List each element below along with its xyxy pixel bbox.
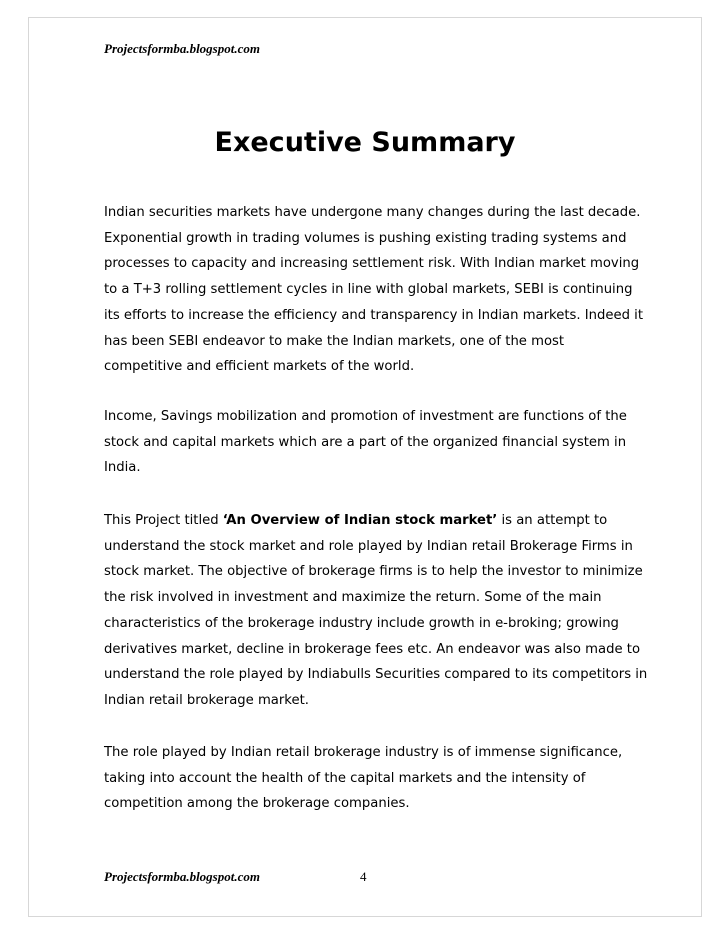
paragraph-line: its efforts to increase the efficiency and transparency in Indian markets. Indeed it xyxy=(104,307,643,323)
paragraph-1 xyxy=(104,200,643,380)
paragraph-line: the risk involved in investment and maximize the return. Some of the main xyxy=(104,590,602,606)
paragraph-line: taking into account the health of the capital markets and the intensity of xyxy=(104,770,586,786)
page-title: Executive Summary xyxy=(214,127,516,158)
page-footer: Projectsformba.blogspot.com xyxy=(104,869,260,884)
paragraph-line: Income, Savings mobilization and promotion of investment are functions of the xyxy=(104,409,627,424)
paragraph-line: has been SEBI endeavor to make the Indian markets, one of the most xyxy=(104,333,565,349)
paragraph-text: is an attempt to xyxy=(497,513,608,528)
paragraph-4 xyxy=(104,740,634,817)
paragraph-2 xyxy=(104,404,634,481)
paragraph-line: Indian securities markets have undergone many changes during the last decade. xyxy=(104,205,641,220)
page-header: Projectsformba.blogspot.com xyxy=(104,41,260,56)
paragraph-line: The role played by Indian retail brokerage industry is of immense significance, xyxy=(104,745,623,760)
paragraph-line: understand the stock market and role played by Indian retail Brokerage Firms in xyxy=(104,538,633,554)
paragraph-line: India. xyxy=(104,460,141,476)
paragraph-line: characteristics of the brokerage industry include growth in e-broking; growing xyxy=(104,615,619,631)
page-number: 4 xyxy=(360,869,367,884)
paragraph-line: stock and capital markets which are a part of the organized financial system in xyxy=(104,434,627,450)
paragraph-line: Exponential growth in trading volumes is pushing existing trading systems and xyxy=(104,230,627,246)
paragraph-text: This Project titled xyxy=(104,513,223,528)
paragraph-line: derivatives market, decline in brokerage fees etc. An endeavor was also made to xyxy=(104,641,641,657)
project-title: ‘An Overview of Indian stock market’ xyxy=(222,513,498,528)
paragraph-line: stock market. The objective of brokerage firms is to help the investor to minimize xyxy=(104,564,643,580)
paragraph-line: processes to capacity and increasing settlement risk. With Indian market moving xyxy=(104,256,640,272)
paragraph-line: understand the role played by Indiabulls Securities compared to its competitors in xyxy=(104,667,648,683)
paragraph-line: to a T+3 rolling settlement cycles in line with global markets, SEBI is continuing xyxy=(104,282,633,298)
paragraph-line: competitive and efficient markets of the world. xyxy=(104,359,415,375)
paragraph-line: competition among the brokerage companies. xyxy=(104,796,410,812)
paragraph-3 xyxy=(104,508,648,714)
paragraph-line: Indian retail brokerage market. xyxy=(104,692,309,708)
paragraph-line xyxy=(104,508,634,534)
